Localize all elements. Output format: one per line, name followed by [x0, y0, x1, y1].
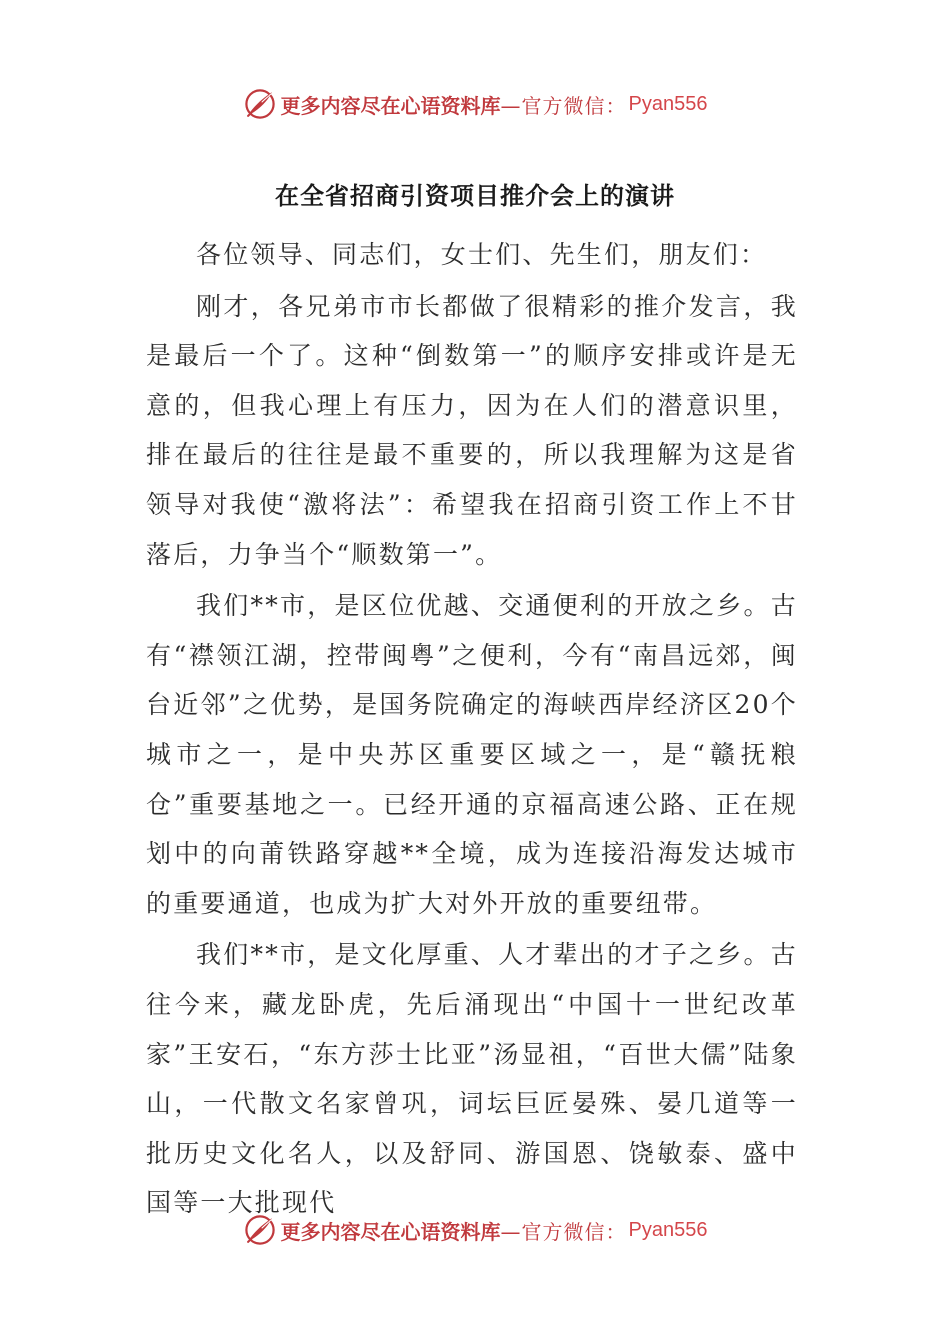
watermark-wechat-id: Pyan556 — [628, 92, 708, 115]
document-title: 在全省招商引资项目推介会上的演讲 — [275, 182, 675, 210]
footer-watermark — [0, 1208, 950, 1252]
header-watermark — [0, 82, 950, 126]
document-body — [146, 230, 798, 1228]
quill-pen-logo-icon — [243, 87, 277, 121]
quill-pen-logo-icon — [243, 1213, 277, 1247]
salutation-paragraph: 各位领导、同志们，女士们、先生们，朋友们： — [196, 240, 768, 269]
watermark-wechat-id: Pyan556 — [628, 1218, 708, 1241]
watermark-official-label: —官方微信： — [500, 1219, 627, 1244]
watermark-official-label: —官方微信： — [500, 93, 627, 118]
watermark-prefix: 更多内容尽在心语资料库 — [280, 1219, 501, 1244]
body-paragraph: 刚才，各兄弟市市长都做了很精彩的推介发言，我是最后一个了。这种“倒数第一”的顺序安排或许是无意的，但我心理上有压力，因为在人们的潜意识里，排在最后的往往是最不重要的，所以我理解为这是省领导对我使“激将法”：希望我在招商引资工作上不甘落后，力争当个“顺数第一”。 — [146, 291, 798, 569]
body-paragraph: 我们**市，是文化厚重、人才辈出的才子之乡。古往今来，藏龙卧虎，先后涌现出“中国十一世纪改革家”王安石，“东方莎士比亚”汤显祖，“百世大儒”陆象山，一代散文名家曾巩，词坛巨匠晏殊、晏几道等一批历史文化名人，以及舒同、游国恩、饶敏泰、盛中国等一大批现代 — [146, 940, 798, 1218]
body-paragraph: 我们**市，是区位优越、交通便利的开放之乡。古有“襟领江湖，控带闽粤”之便利，今有“南昌远郊，闽台近邻”之优势，是国务院确定的海峡西岸经济区20个城市之一，是中央苏区重要区域之一，是“赣抚粮仓”重要基地之一。已经开通的京福高速公路、正在规划中的向莆铁路穿越**全境，成为连接沿海发达城市的重要通道，也成为扩大对外开放的重要纽带。 — [146, 591, 798, 918]
watermark-prefix: 更多内容尽在心语资料库 — [280, 93, 501, 118]
